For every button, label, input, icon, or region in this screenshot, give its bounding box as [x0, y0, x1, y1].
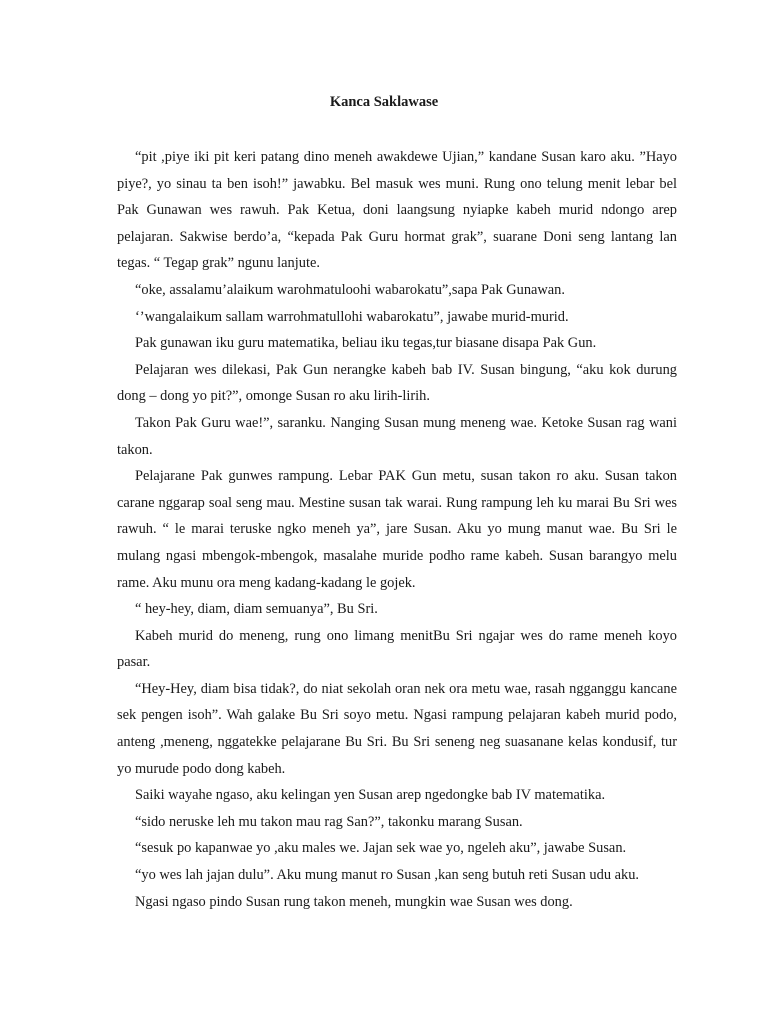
paragraph-10: “Hey-Hey, diam bisa tidak?, do niat sekolah oran nek ora metu wae, rasah ngganggu kancane sek pengen isoh”. Wah galake Bu Sri soyo metu. Ngasi rampung pelajaran kabeh murid podo, anteng ,meneng, nggatekke pelajarane Bu Sri. Bu Sri seneng neg suasanane kelas kondusif, tur yo murude podo dong kabeh.: [117, 680, 677, 777]
paragraph-5: Pelajaran wes dilekasi, Pak Gun nerangke kabeh bab IV. Susan bingung, “aku kok durung dong – dong yo pit?”, omonge Susan ro aku lirih-lirih.: [117, 361, 677, 405]
paragraph-6: Takon Pak Guru wae!”, saranku. Nanging Susan mung meneng wae. Ketoke Susan rag wani takon.: [117, 414, 677, 458]
paragraph-7: Pelajarane Pak gunwes rampung. Lebar PAK Gun metu, susan takon ro aku. Susan takon carane nggarap soal seng mau. Mestine susan tak warai. Rung rampung leh ku marai Bu Sri wes rawuh. “ le marai teruske ngko meneh ya”, jare Susan. Aku yo mung manut wae. Bu Sri le mulang ngasi mbengok-mbengok, masalahe muride podho rame kabeh. Susan barangyo melu rame. Aku munu ora meng kadang-kadang le gojek.: [117, 468, 677, 591]
paragraph-9: Kabeh murid do meneng, rung ono limang menitBu Sri ngajar wes do rame meneh koyo pasar.: [117, 627, 677, 671]
paragraph-8: “ hey-hey, diam, diam semuanya”, Bu Sri.: [135, 601, 378, 618]
document-title: Kanca Saklawase: [329, 94, 439, 110]
paragraph-11: Saiki wayahe ngaso, aku kelingan yen Susan arep ngedongke bab IV matematika.: [135, 787, 606, 804]
paragraph-1: “pit ,piye iki pit keri patang dino meneh awakdewe Ujian,” kandane Susan karo aku. ”Hayo piye?, yo sinau ta ben isoh!” jawabku. Bel masuk wes muni. Rung ono telung menit lebar bel Pak Gunawan wes rawuh. Pak Ketua, doni laangsung nyiapke kabeh murid ndongo arep pelajaran. Sakwise berdo’a, “kepada Pak Guru hormat grak”, suarane Doni seng lantang lan tegas. “ Tegap grak” ngunu lanjute.: [117, 149, 677, 272]
paragraph-3: ‘’wangalaikum sallam warrohmatullohi wabarokatu”, jawabe murid-murid.: [135, 308, 569, 325]
paragraph-2: “oke, assalamu’alaikum warohmatuloohi wabarokatu”,sapa Pak Gunawan.: [135, 281, 565, 298]
paragraph-14: “yo wes lah jajan dulu”. Aku mung manut ro Susan ,kan seng butuh reti Susan udu aku.: [135, 867, 639, 884]
paragraph-12: “sido neruske leh mu takon mau rag San?”, takonku marang Susan.: [135, 813, 523, 830]
document-body: [117, 144, 677, 915]
paragraph-13: “sesuk po kapanwae yo ,aku males we. Jajan sek wae yo, ngeleh aku”, jawabe Susan.: [135, 840, 627, 857]
paragraph-4: Pak gunawan iku guru matematika, beliau iku tegas,tur biasane disapa Pak Gun.: [135, 335, 597, 352]
paragraph-15: Ngasi ngaso pindo Susan rung takon meneh, mungkin wae Susan wes dong.: [135, 893, 573, 910]
